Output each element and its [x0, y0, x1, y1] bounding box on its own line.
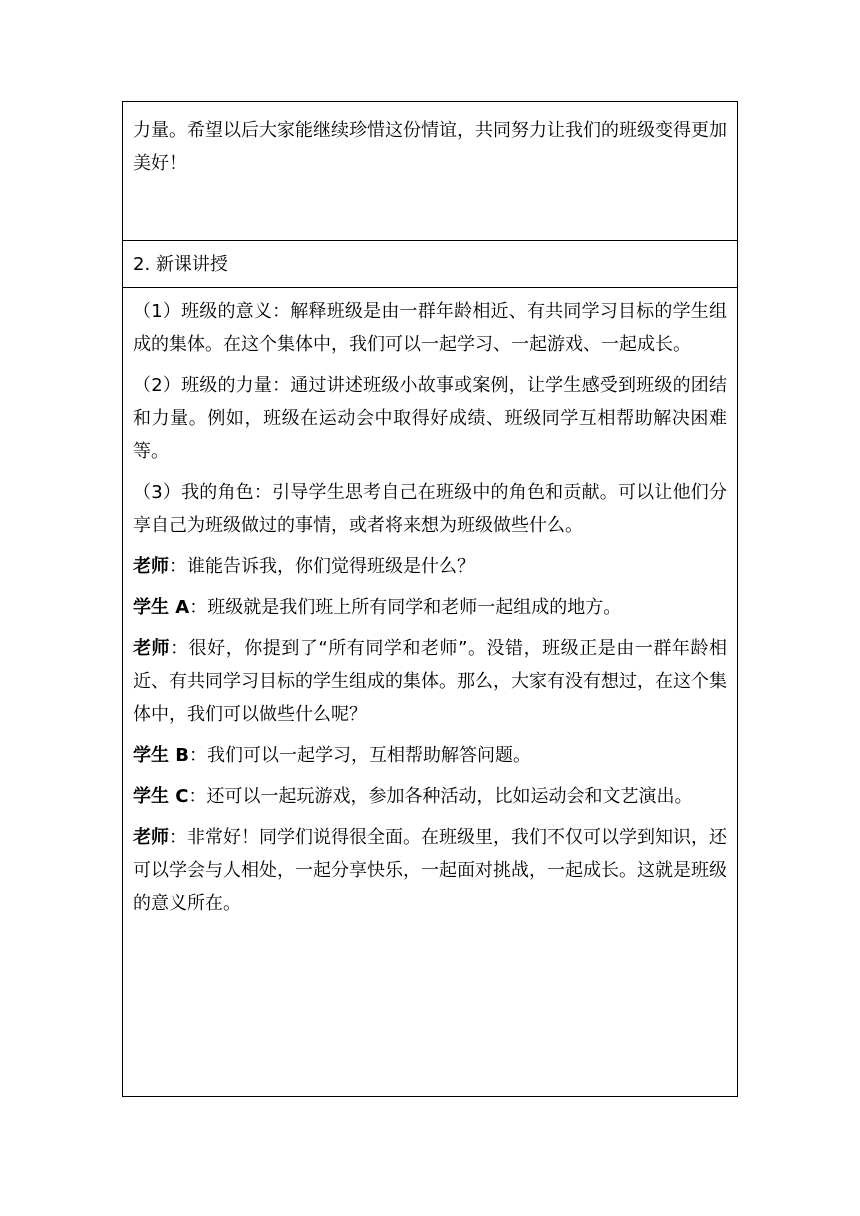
speech-text: ：我们可以一起学习，互相帮助解答问题。: [189, 745, 531, 766]
speaker-name: 学生 B: [133, 745, 189, 766]
dialogue-line: [133, 632, 727, 731]
speaker-name: 学生 A: [133, 597, 190, 618]
content-row: [123, 288, 738, 1097]
point-paragraph: （1）班级的意义：解释班级是由一群年龄相近、有共同学习目标的学生组成的集体。在这个集体中，我们可以一起学习、一起游戏、一起成长。: [133, 301, 727, 355]
section-heading-row: [123, 241, 738, 288]
dialogue-line: [133, 550, 727, 583]
dialogue-line: [133, 591, 727, 624]
dialogue-line: [133, 821, 727, 920]
lesson-plan-table: [122, 101, 738, 1097]
speech-text: ：非常好！同学们说得很全面。在班级里，我们不仅可以学到知识，还可以学会与人相处，一起分享快乐，一起面对挑战，一起成长。这就是班级的意义所在。: [133, 827, 727, 914]
speech-text: ：班级就是我们班上所有同学和老师一起组成的地方。: [189, 597, 622, 618]
dialogue-line: [133, 739, 727, 772]
point-paragraph: （2）班级的力量：通过讲述班级小故事或案例，让学生感受到班级的团结和力量。例如，班级在运动会中取得好成绩、班级同学互相帮助解决困难等。: [133, 375, 727, 462]
speech-text: ：还可以一起玩游戏，参加各种活动，比如运动会和文艺演出。: [188, 786, 693, 807]
dialogue-line: [133, 780, 727, 813]
section-heading: 2. 新课讲授: [133, 254, 228, 275]
speaker-name: 学生 C: [133, 786, 189, 807]
point-paragraph: （3）我的角色：引导学生思考自己在班级中的角色和贡献。可以让他们分享自己为班级做过的事情，或者将来想为班级做些什么。: [133, 482, 727, 536]
speaker-name: 老师: [133, 556, 169, 577]
speech-text: ：很好，你提到了“所有同学和老师”。没错，班级正是由一群年龄相近、有共同学习目标的学生组成的集体。那么，大家有没有想过，在这个集体中，我们可以做些什么呢？: [133, 638, 728, 725]
speaker-name: 老师: [133, 638, 171, 659]
speech-text: ：谁能告诉我，你们觉得班级是什么？: [169, 556, 475, 577]
content-cell: [123, 288, 738, 1097]
intro-row: [123, 102, 738, 241]
speaker-name: 老师: [133, 827, 169, 848]
intro-paragraph: 力量。希望以后大家能继续珍惜这份情谊，共同努力让我们的班级变得更加美好！: [133, 120, 727, 174]
intro-cell: [123, 102, 738, 241]
section-heading-cell: [123, 241, 738, 288]
